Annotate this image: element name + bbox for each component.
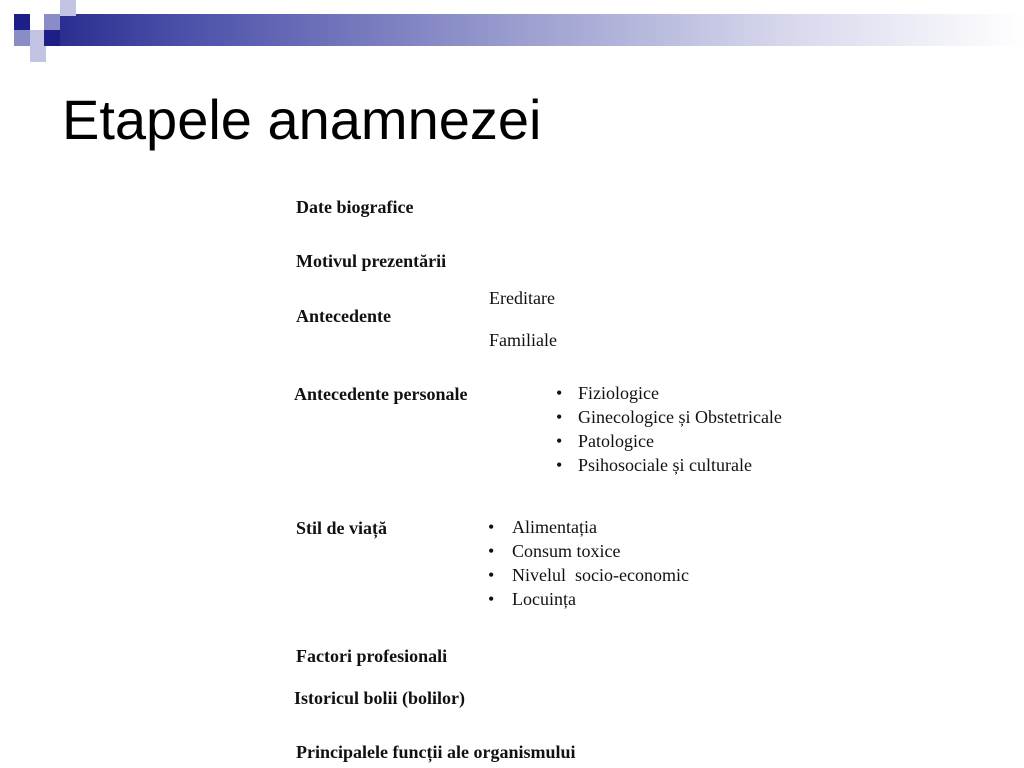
bullet: • [488, 589, 495, 609]
decor-square-light [60, 0, 76, 16]
bullet: • [556, 455, 563, 475]
decor-square-dark [44, 30, 60, 46]
slide-title: Etapele anamnezei [62, 88, 542, 151]
sub-item-ereditare: Ereditare [489, 288, 555, 308]
decor-square-dark [14, 14, 30, 30]
bullet: • [488, 541, 495, 561]
item-antecedente-personale: Antecedente personale [294, 384, 468, 404]
sub-item-familiale: Familiale [489, 330, 557, 350]
bullet: • [488, 565, 495, 585]
item-stil-de-viata: Stil de viață [296, 518, 388, 538]
slide: Etapele anamnezei Date biografice Motivul prezentării Antecedente Ereditare Familiale Antecedente personale • Fiziologice • Ginecologice și Obstetricale • Patologice • Psihosociale și culturale Stil de viață • Alimentația • Consum toxice • Nivelul socio-economic • Locuința Factori profesionali Istoricul bolii (bolilor) Principalele funcții ale organismului [0, 0, 1024, 768]
item-factori-profesionali: Factori profesionali [296, 646, 448, 666]
item-antecedente: Antecedente [296, 306, 391, 326]
bullet: • [556, 407, 563, 427]
header-gradient-bar [60, 14, 1024, 46]
bullet: • [488, 517, 495, 537]
item-istoricul-bolii: Istoricul bolii (bolilor) [294, 688, 465, 708]
item-principalele-functii: Principalele funcții ale organismului [296, 742, 576, 762]
bullet: • [556, 431, 563, 451]
item-motivul-prezentarii: Motivul prezentării [296, 251, 447, 271]
decor-square-mid [14, 30, 30, 46]
decor-square-light [30, 46, 46, 62]
decor-square-mid [44, 14, 60, 30]
bullet: • [556, 383, 563, 403]
item-date-biografice: Date biografice [296, 197, 414, 217]
